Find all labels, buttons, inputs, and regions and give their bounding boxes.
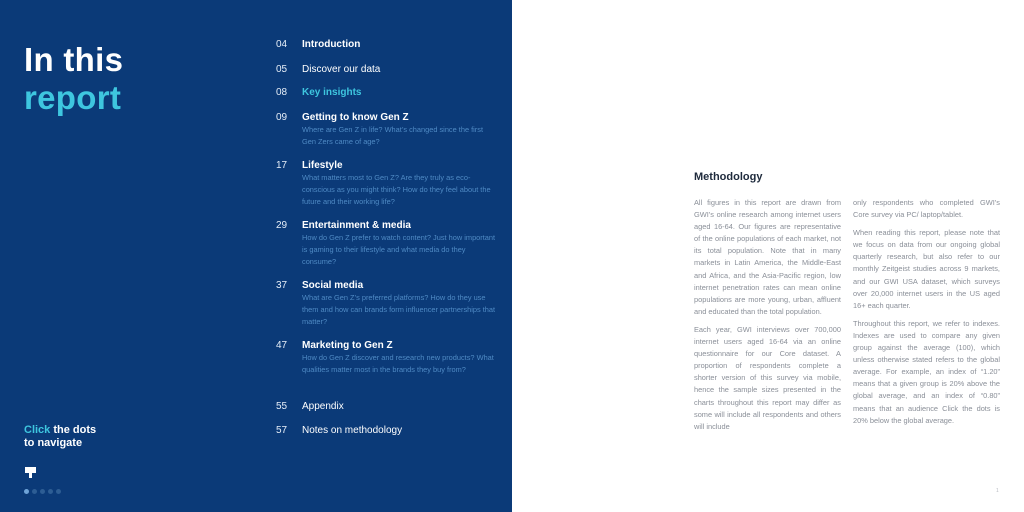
toc-page-number: 55 bbox=[276, 401, 288, 412]
methodology-paragraph: only respondents who completed GWI’s Core survey via PC/ laptop/tablet. bbox=[853, 198, 1000, 220]
navigation-hint-navigate: to navigate bbox=[24, 436, 83, 449]
navigation-hint-dots: the dots bbox=[50, 424, 97, 436]
toc-label[interactable]: Key insights bbox=[302, 87, 362, 98]
navigation-hint-click: Click bbox=[24, 424, 51, 436]
toc-page-number: 09 bbox=[276, 112, 288, 123]
toc-description: What matters most to Gen Z? Are they truly as eco-conscious as you might think? How do they feel about the future and their working life? bbox=[302, 173, 491, 207]
toc-page-number: 37 bbox=[276, 280, 288, 291]
toc-label[interactable]: Lifestyle bbox=[302, 160, 343, 171]
gwi-logo-icon bbox=[24, 466, 38, 480]
toc-label[interactable]: Introduction bbox=[302, 39, 361, 50]
nav-dot-2[interactable] bbox=[32, 489, 37, 494]
toc-description: How do Gen Z discover and research new products? What qualities matter most in the brands they buy from? bbox=[302, 353, 494, 375]
toc-description: Where are Gen Z in life? What’s changed since the first Gen Zers came of age? bbox=[302, 125, 484, 147]
nav-dot-4[interactable] bbox=[48, 489, 53, 494]
toc-page-number: 05 bbox=[276, 64, 288, 75]
methodology-paragraph: When reading this report, please note that we focus on data from our ongoing global quarterly research, but also refer to our monthly Zeitgeist studies across 9 markets, and our GWI USA dataset, which surveys over 20,000 internet users in the US aged 16+ each quarter. bbox=[853, 228, 1000, 310]
toc-label[interactable]: Marketing to Gen Z bbox=[302, 340, 393, 351]
toc-page-number: 57 bbox=[276, 425, 288, 436]
nav-dot-1[interactable] bbox=[24, 489, 29, 494]
toc-label[interactable]: Discover our data bbox=[302, 64, 381, 75]
toc-description: What are Gen Z’s preferred platforms? How do they use them and how can brands form influencer partnerships that matter? bbox=[302, 293, 496, 327]
nav-dot-3[interactable] bbox=[40, 489, 45, 494]
navigation-hint bbox=[24, 424, 96, 449]
page-title-line-1: In this bbox=[24, 41, 124, 78]
toc-label[interactable]: Social media bbox=[302, 280, 364, 291]
methodology-paragraph: All figures in this report are drawn from GWI’s online research among internet users aged 16-64. Our figures are representative of the online populations of each market, not its total population. Note that in many markets in Latin America, the Middle-East and Africa, and the Asia-Pacific region, low internet penetration rates can mean online populations are more young, urban, affluent and educated than the total population. bbox=[694, 198, 841, 316]
nav-dot-5[interactable] bbox=[56, 489, 61, 494]
toc-label[interactable]: Entertainment & media bbox=[302, 220, 411, 231]
toc-label[interactable]: Getting to know Gen Z bbox=[302, 112, 409, 123]
methodology-column-1 bbox=[694, 197, 841, 439]
methodology-column-2 bbox=[853, 197, 1000, 433]
methodology-paragraph: Throughout this report, we refer to indexes. Indexes are used to compare any given group against the average (100), which unless otherwise stated refers to the global average. For example, an index of “1.20” means that a given group is 20% above the global average, and an index of “0.80” means that an audience Click the dots is 20% below the global average. bbox=[853, 318, 1000, 425]
toc-label[interactable]: Appendix bbox=[302, 401, 344, 412]
page-title bbox=[24, 41, 123, 117]
toc-label[interactable]: Notes on methodology bbox=[302, 425, 403, 436]
toc-page-number: 08 bbox=[276, 87, 288, 98]
methodology-paragraph: Each year, GWI interviews over 700,000 internet users aged 16-64 via an online questionnaire for our Core dataset. A proportion of respondents complete a shorter version of this survey via mobile, hence the sample sizes presented in the charts throughout this report may differ as some will include all respondents and others will include bbox=[694, 324, 841, 431]
toc-page-number: 04 bbox=[276, 39, 288, 50]
toc-page-number: 47 bbox=[276, 340, 288, 351]
toc-page-number: 17 bbox=[276, 160, 288, 171]
page-navigation-dots bbox=[24, 489, 61, 494]
page-number: 1 bbox=[996, 488, 999, 494]
methodology-heading: Methodology bbox=[694, 171, 763, 183]
toc-description: How do Gen Z prefer to watch content? Just how important is gaming to their lifestyle and what media do they consume? bbox=[302, 233, 496, 267]
toc-page-number: 29 bbox=[276, 220, 288, 231]
page-title-line-2: report bbox=[24, 79, 122, 116]
